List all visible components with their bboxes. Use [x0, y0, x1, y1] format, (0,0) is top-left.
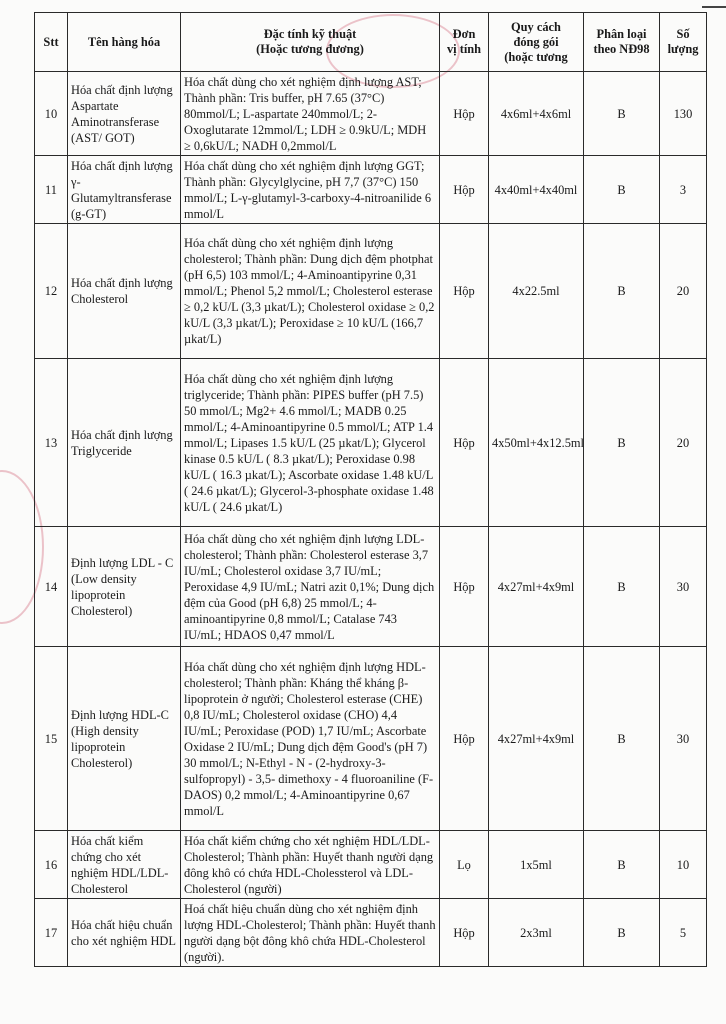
row-stt: 12 — [35, 224, 68, 359]
header-spec — [181, 13, 440, 72]
header-spec-line-2: (Hoặc tương đương) — [256, 42, 364, 56]
row-name: Hóa chất định lượng Cholesterol — [68, 224, 181, 359]
row-pack: 4x50ml+4x12.5ml — [489, 359, 584, 527]
header-qty-line-2: lượng — [667, 42, 699, 56]
row-spec: Hóa chất dùng cho xét nghiệm định lượng GGT; Thành phần: Glycylglycine, pH 7,7 (37°C) 150 mmol/L; L-γ-glutamyl-3-carboxy-4-nitroanilide 6 mmol/L — [181, 156, 440, 224]
row-qty: 30 — [660, 527, 707, 647]
row-pack: 4x27ml+4x9ml — [489, 647, 584, 831]
table-row — [35, 647, 707, 831]
row-class: B — [584, 647, 660, 831]
header-pack — [489, 13, 584, 72]
margin-mark — [702, 0, 726, 8]
table-row — [35, 899, 707, 967]
row-pack: 1x5ml — [489, 831, 584, 899]
header-qty-line-1: Số — [676, 27, 690, 41]
header-class — [584, 13, 660, 72]
row-stt: 10 — [35, 72, 68, 156]
header-unit — [440, 13, 489, 72]
row-qty: 20 — [660, 224, 707, 359]
table-row — [35, 359, 707, 527]
row-name: Hóa chất kiểm chứng cho xét nghiệm HDL/LDL-Cholesterol — [68, 831, 181, 899]
row-unit: Lọ — [440, 831, 489, 899]
row-unit: Hộp — [440, 899, 489, 967]
header-qty — [660, 13, 707, 72]
row-qty: 3 — [660, 156, 707, 224]
row-qty: 5 — [660, 899, 707, 967]
row-spec: Hóa chất dùng cho xét nghiệm định lượng AST; Thành phần: Tris buffer, pH 7.65 (37°C) 80mmol/L; L-aspartate 240mmol/L; 2-Oxoglutarate 12mmol/L; LDH ≥ 0.9kU/L; MDH ≥ 0,6kU/L; NADH 0,2mmol/L — [181, 72, 440, 156]
header-pack-line-2: đóng gói — [513, 34, 559, 49]
row-class: B — [584, 899, 660, 967]
table-header-row — [35, 13, 707, 72]
row-spec: Hóa chất dùng cho xét nghiệm định lượng LDL-cholesterol; Thành phần: Cholesterol esterase 3,7 IU/mL; Cholesterol oxidase 3,7 IU/mL; Peroxidase 4,9 IU/mL; Natri azit 0,1%; Dung dịch đệm của Good (pH 6,8) 25 mmol/L; 4-aminoantipyrine 0,8 mmol/L; Catalase 743 IU/mL; HDAOS 0,47 mmol/L — [181, 527, 440, 647]
table-row — [35, 72, 707, 156]
header-pack-line-1: Quy cách — [511, 19, 561, 34]
table-row — [35, 156, 707, 224]
header-name: Tên hàng hóa — [68, 13, 181, 72]
row-spec: Hóa chất kiểm chứng cho xét nghiệm HDL/LDL-Cholesterol; Thành phần: Huyết thanh người dạng đông khô có chứa HDL-Cholessterol và LDL-Cholesterol (người) — [181, 831, 440, 899]
row-class: B — [584, 72, 660, 156]
row-name: Định lượng HDL-C (High density lipoprotein Cholesterol) — [68, 647, 181, 831]
row-pack: 4x22.5ml — [489, 224, 584, 359]
row-stt: 16 — [35, 831, 68, 899]
row-pack: 4x40ml+4x40ml — [489, 156, 584, 224]
row-stt: 17 — [35, 899, 68, 967]
row-name: Hóa chất định lượng Aspartate Aminotransferase (AST/ GOT) — [68, 72, 181, 156]
table-row — [35, 831, 707, 899]
row-pack: 4x6ml+4x6ml — [489, 72, 584, 156]
row-spec: Hóa chất dùng cho xét nghiệm định lượng cholesterol; Thành phần: Dung dịch đệm photphat (pH 6,5) 103 mmol/L; 4-Aminoantipyrine 0,31 mmol/L; Phenol 5,2 mmol/L; Cholesterol esterase ≥ 0,2 kU/L (3,3 µkat/L); Cholesterol oxidase ≥ 0,2 kU/L (3,3 µkat/L); Peroxidase ≥ 10 kU/L (166,7 µkat/L) — [181, 224, 440, 359]
row-class: B — [584, 527, 660, 647]
row-class: B — [584, 359, 660, 527]
row-unit: Hộp — [440, 156, 489, 224]
row-stt: 11 — [35, 156, 68, 224]
row-pack: 4x27ml+4x9ml — [489, 527, 584, 647]
row-spec: Hóa chất dùng cho xét nghiệm định lượng triglyceride; Thành phần: PIPES buffer (pH 7.5) 50 mmol/L; Mg2+ 4.6 mmol/L; MADB 0.25 mmol/L; 4-Aminoantipyrine 0.5 mmol/L; ATP 1.4 mmol/L; Lipases 1.5 kU/L (25 µkat/L); Glycerol kinase 0.5 kU/L ( 8.3 µkat/L); Peroxidase 0.98 kU/L ( 16.3 µkat/L); Ascorbate oxidase 1.48 kU/L ( 24.6 µkat/L); Glycerol-3-phosphate oxidase 1.48 kU/L ( 24.6 µkat/L) — [181, 359, 440, 527]
row-spec: Hóa chất dùng cho xét nghiệm định lượng HDL-cholesterol; Thành phần: Kháng thể kháng β-lipoprotein ở người; Cholesterol esterase (CHE) 0,8 IU/mL; Cholesterol oxidase (CHO) 4,4 IU/mL; Peroxidase (POD) 1,7 IU/mL; Ascorbate Oxidase 2 IU/mL; Dung dịch đệm Good's (pH 7) 30 mmol/L; N-Ethyl - N - (2-hydroxy-3-sulfopropyl) - 3,5- dimethoxy - 4 fluoroaniline (F-DAOS) 0,2 mmol/L; 4-Aminoantipyrine 0,67 mmol/L — [181, 647, 440, 831]
header-spec-line-1: Đặc tính kỹ thuật — [263, 27, 357, 41]
table-row — [35, 527, 707, 647]
row-stt: 15 — [35, 647, 68, 831]
row-class: B — [584, 156, 660, 224]
row-unit: Hộp — [440, 72, 489, 156]
header-unit-line-2: vị tính — [446, 42, 482, 56]
row-stt: 13 — [35, 359, 68, 527]
row-qty: 20 — [660, 359, 707, 527]
row-name: Hóa chất định lượng γ-Glutamyltransferase (g-GT) — [68, 156, 181, 224]
row-unit: Hộp — [440, 224, 489, 359]
row-unit: Hộp — [440, 359, 489, 527]
header-class-line-1: Phân loại — [596, 27, 647, 41]
header-stt: Stt — [35, 13, 68, 72]
row-qty: 30 — [660, 647, 707, 831]
row-pack: 2x3ml — [489, 899, 584, 967]
row-qty: 130 — [660, 72, 707, 156]
header-class-line-2: theo NĐ98 — [593, 42, 650, 56]
header-pack-line-3: (hoặc tương — [504, 49, 568, 64]
row-spec: Hoá chất hiệu chuẩn dùng cho xét nghiệm định lượng HDL-Cholesterol; Thành phần: Huyết thanh người dạng bột đông khô chứa HDL-Cholesterol (người). — [181, 899, 440, 967]
table-row — [35, 224, 707, 359]
row-name: Định lượng LDL - C (Low density lipoprotein Cholesterol) — [68, 527, 181, 647]
row-unit: Hộp — [440, 647, 489, 831]
row-name: Hóa chất hiệu chuẩn cho xét nghiệm HDL — [68, 899, 181, 967]
document-table-wrapper — [34, 12, 706, 967]
row-unit: Hộp — [440, 527, 489, 647]
row-class: B — [584, 831, 660, 899]
row-stt: 14 — [35, 527, 68, 647]
header-unit-line-1: Đơn — [452, 27, 476, 41]
row-class: B — [584, 224, 660, 359]
row-name: Hóa chất định lượng Triglyceride — [68, 359, 181, 527]
reagent-table — [34, 12, 707, 967]
row-qty: 10 — [660, 831, 707, 899]
